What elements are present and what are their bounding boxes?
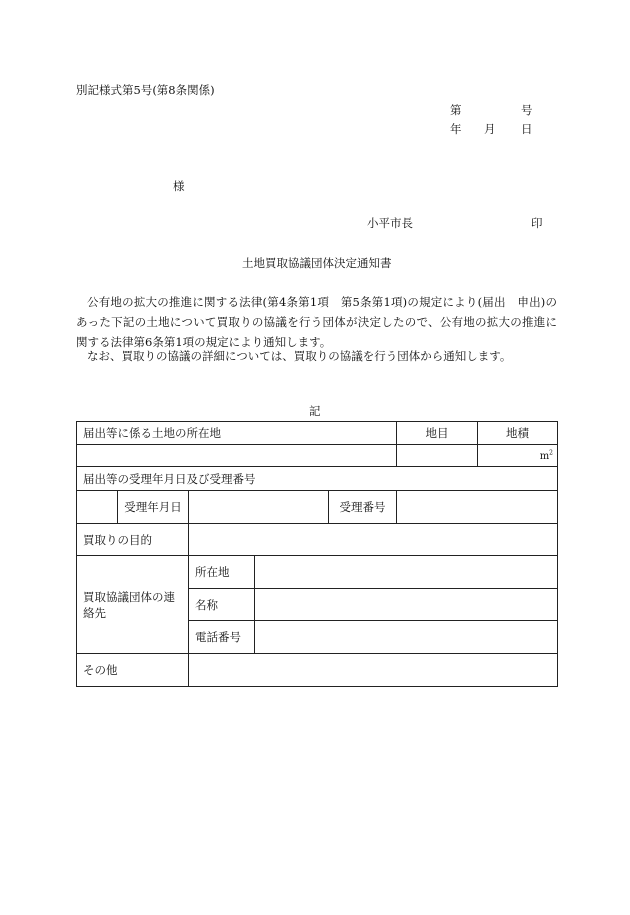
document-title: 土地買取協議団体決定通知書 <box>242 256 392 270</box>
ki-label: 記 <box>309 404 321 418</box>
number-suffix: 号 <box>521 103 533 117</box>
form-id: 別記様式第5号(第8条関係) <box>76 83 215 97</box>
number-prefix: 第 <box>450 103 462 117</box>
date-year: 年 <box>450 122 462 136</box>
purpose-label: 買取りの目的 <box>77 524 189 556</box>
receipt-number-label: 受理番号 <box>329 491 397 524</box>
contact-label: 買取協議団体の連絡先 <box>77 556 189 654</box>
receipt-date-value[interactable] <box>189 491 329 524</box>
contact-phone-value[interactable] <box>255 621 558 654</box>
contact-address-label: 所在地 <box>189 556 255 589</box>
date-month: 月 <box>484 122 496 136</box>
receipt-number-value[interactable] <box>397 491 558 524</box>
issuer: 小平市長 <box>367 216 413 230</box>
contact-phone-label: 電話番号 <box>189 621 255 654</box>
location-value[interactable] <box>77 445 397 467</box>
category-value[interactable] <box>397 445 478 467</box>
area-label: 地積 <box>478 422 558 445</box>
contact-name-value[interactable] <box>255 589 558 621</box>
area-unit: $m^2$ <box>539 449 553 463</box>
receipt-label: 届出等の受理年月日及び受理番号 <box>77 467 558 491</box>
addressee-suffix: 様 <box>173 179 185 193</box>
body-paragraph-1: 公有地の拡大の推進に関する法律(第4条第1項 第5条第1項)の規定により(届出 申出)のあった下記の土地について買取りの協議を行う団体が決定したので、公有地の拡大の推進に関する法律第6条第1項の規定により通知します。 <box>76 295 557 349</box>
purpose-value[interactable] <box>189 524 558 556</box>
contact-name-label: 名称 <box>189 589 255 621</box>
location-label: 届出等に係る土地の所在地 <box>77 422 397 445</box>
contact-address-value[interactable] <box>255 556 558 589</box>
notification-table <box>76 421 558 687</box>
category-label: 地目 <box>397 422 478 445</box>
other-value[interactable] <box>189 654 558 687</box>
date-day: 日 <box>521 122 533 136</box>
receipt-date-label: 受理年月日 <box>118 491 189 524</box>
receipt-indent-cell <box>77 491 118 524</box>
other-label: その他 <box>77 654 189 687</box>
seal: 印 <box>531 216 543 230</box>
area-value[interactable] <box>478 445 558 467</box>
body-paragraph-2: なお、買取りの協議の詳細については、買取りの協議を行う団体から通知します。 <box>87 349 512 363</box>
